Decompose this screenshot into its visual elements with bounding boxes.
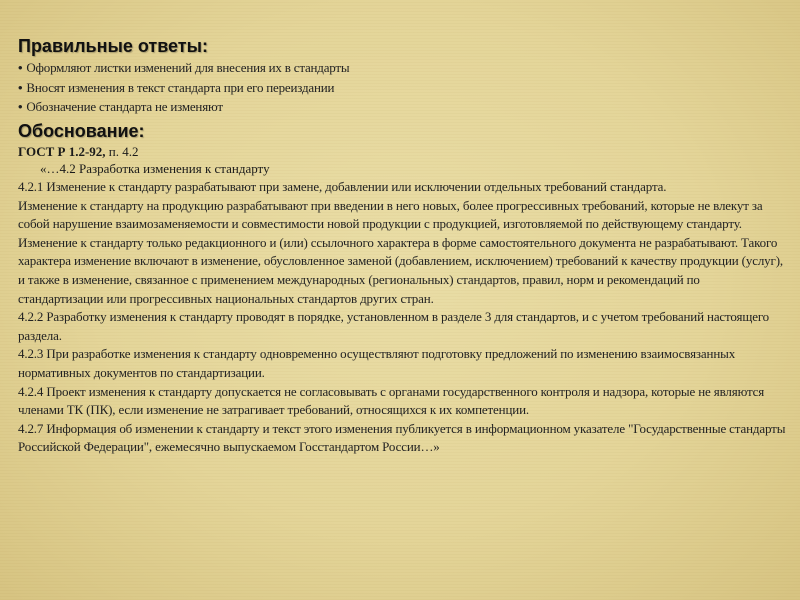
gost-clause: п. 4.2 (105, 143, 139, 159)
justification-heading: Обоснование: (18, 120, 145, 141)
bullet-icon: • (18, 99, 23, 114)
list-item (18, 97, 786, 117)
list-item (18, 78, 786, 98)
bullet-icon: • (18, 79, 23, 95)
paragraph-editorial-change: Изменение к стандарту только редакционного и (или) ссылочного характера в форме самостоятельного документа не разрабатывают. Такого характера изменение включают в изменение, обусловленное заменой (добавлением, исключением) требований к качеству продукции (услуг), и также в изменение, связанное с применением международных (региональных) стандартов, правил, норм и рекомендаций по стандартизации или прогрессивных национальных стандартов других стран. (18, 234, 783, 306)
paragraph-4-2-4: 4.2.4 Проект изменения к стандарту допускается не согласовывать с органами государственного контроля и надзора, которые не являются членами ТК (ПК), если изменение не затрагивает требований, относящихся к их компетенции. (18, 383, 765, 418)
bullet-icon: • (18, 60, 23, 75)
paragraph-4-2-2: 4.2.2 Разработку изменения к стандарту проводят в порядке, установленном в разделе 3 для стандартов, и с учетом требований настоящего раздела. (18, 309, 770, 343)
gost-reference (18, 143, 786, 160)
list-item-text: Обозначение стандарта не изменяют (26, 99, 223, 114)
paragraph-product-change: Изменение к стандарту на продукцию разрабатывают при введении в него новых, более прогрессивных требований, которые не влекут за собой нарушение взаимозаменяемости и совместимости новой продукции с продукцией, изготовляемой по действующему стандарту. (18, 197, 763, 232)
list-item (18, 58, 786, 78)
correct-answers-heading: Правильные ответы: (18, 36, 208, 56)
paragraph-4-2-7: 4.2.7 Информация об изменении к стандарту и текст этого изменения публикуется в информационном указателе "Государственные стандарты Российской Федерации", ежемесячно выпускаемом Госстандартом России…» (18, 420, 786, 455)
list-item-text: Оформляют листки изменений для внесения их в стандарты (26, 60, 350, 75)
gost-code: ГОСТ Р 1.2-92, (18, 143, 106, 159)
quoted-text (18, 178, 786, 457)
list-item-text: Вносят изменения в текст стандарта при его переиздании (26, 79, 335, 95)
paragraph-4-2-3: 4.2.3 При разработке изменения к стандарту одновременно осуществляют подготовку предложений по изменению взаимосвязанных нормативных документов по стандартизации. (18, 346, 736, 380)
slide (18, 30, 786, 590)
quote-lead: «…4.2 Разработка изменения к стандарту (40, 160, 270, 176)
paragraph-4-2-1: 4.2.1 Изменение к стандарту разрабатывают при замене, добавлении или исключении отдельных требований стандарта. (18, 179, 667, 194)
correct-answers-list (18, 58, 786, 117)
